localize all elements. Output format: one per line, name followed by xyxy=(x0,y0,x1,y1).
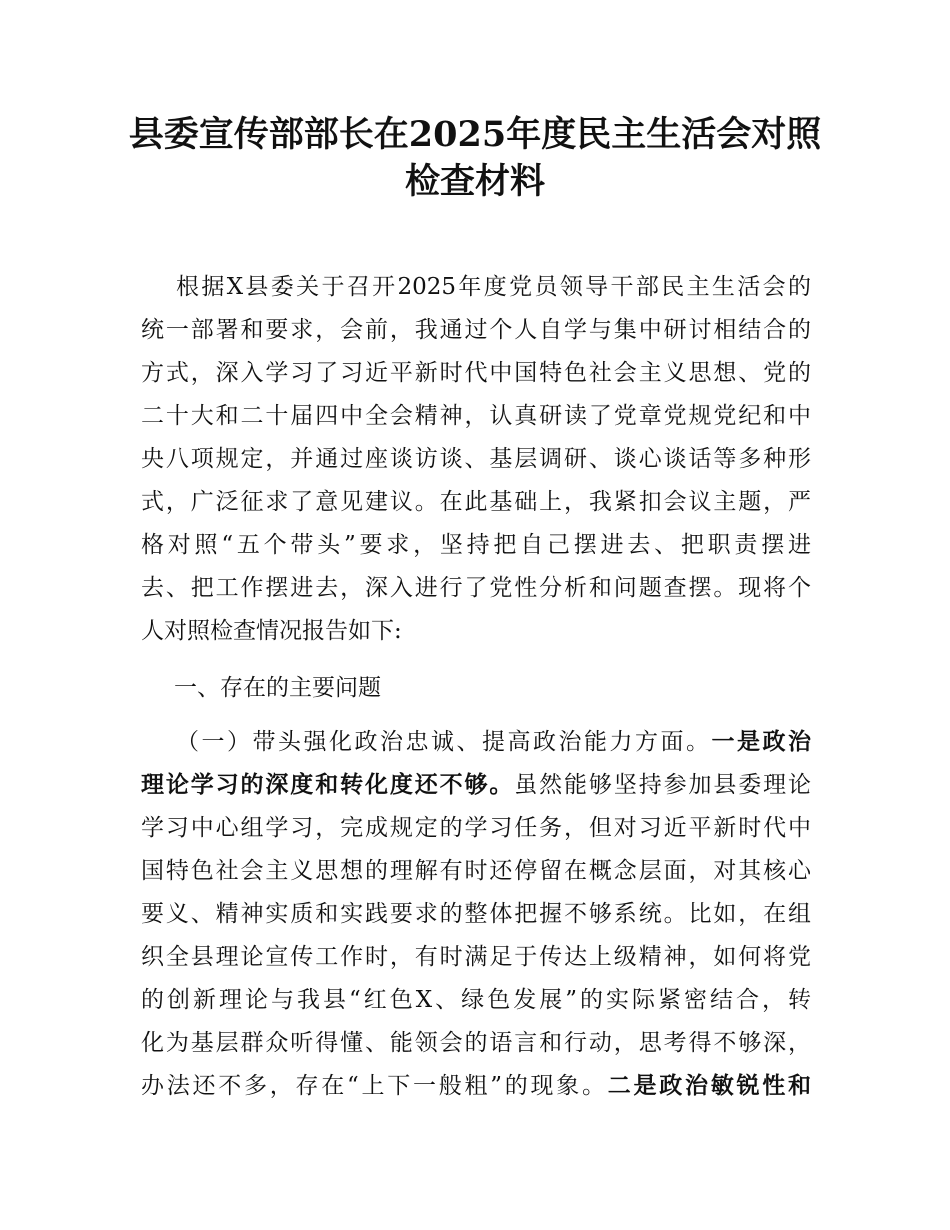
intro-line: 方式，深入学习了习近平新时代中国特色社会主义思想、党的 xyxy=(141,360,811,386)
body-line xyxy=(141,763,811,807)
document-title-line-1: 县委宣传部部长在2025年度民主生活会对照 xyxy=(128,114,822,155)
point-two-label: 二是政治敏锐性和 xyxy=(607,1072,811,1099)
intro-line: 式，广泛征求了意见建议。在此基础上，我紧扣会议主题，严 xyxy=(141,489,811,515)
intro-line: 格对照“五个带头”要求，坚持把自己摆进去、把职责摆进 xyxy=(141,532,811,558)
point-one-label: 一是政治 xyxy=(711,728,811,755)
intro-line: 统一部署和要求，会前，我通过个人自学与集中研讨相结合的 xyxy=(141,317,811,343)
intro-line: 央八项规定，并通过座谈访谈、基层调研、谈心谈话等多种形 xyxy=(141,446,811,472)
point-one-title: 理论学习的深度和转化度还不够。 xyxy=(141,771,515,798)
body-line: 学习中心组学习，完成规定的学习任务，但对习近平新时代中 xyxy=(141,815,811,841)
body-line: 的创新理论与我县“红色X、绿色发展”的实际紧密结合，转 xyxy=(141,987,811,1013)
intro-line: 二十大和二十届四中全会精神，认真研读了党章党规党纪和中 xyxy=(141,403,811,429)
body-line: 织全县理论宣传工作时，有时满足于传达上级精神，如何将党 xyxy=(141,944,811,970)
point-one-text: 虽然能够坚持参加县委理论 xyxy=(514,772,812,798)
sub-heading-prefix: （一）带头强化政治忠诚、提高政治能力方面。 xyxy=(176,729,712,755)
sub-heading-line xyxy=(176,720,811,764)
body-line xyxy=(141,1064,811,1108)
body-line: 国特色社会主义思想的理解有时还停留在概念层面，对其核心 xyxy=(141,858,811,884)
intro-line: 根据X县委关于召开2025年度党员领导干部民主生活会的 xyxy=(176,274,811,300)
section-heading: 一、存在的主要问题 xyxy=(174,675,381,701)
body-line: 要义、精神实质和实践要求的整体把握不够系统。比如，在组 xyxy=(141,901,811,927)
intro-line: 人对照检查情况报告如下: xyxy=(141,618,402,644)
document-title-line-2: 检查材料 xyxy=(404,161,545,202)
body-line: 化为基层群众听得懂、能领会的语言和行动，思考得不够深， xyxy=(141,1030,811,1056)
intro-line: 去、把工作摆进去，深入进行了党性分析和问题查摆。现将个 xyxy=(141,575,811,601)
last-line-text: 办法还不多，存在“上下一般粗”的现象。 xyxy=(141,1073,608,1099)
